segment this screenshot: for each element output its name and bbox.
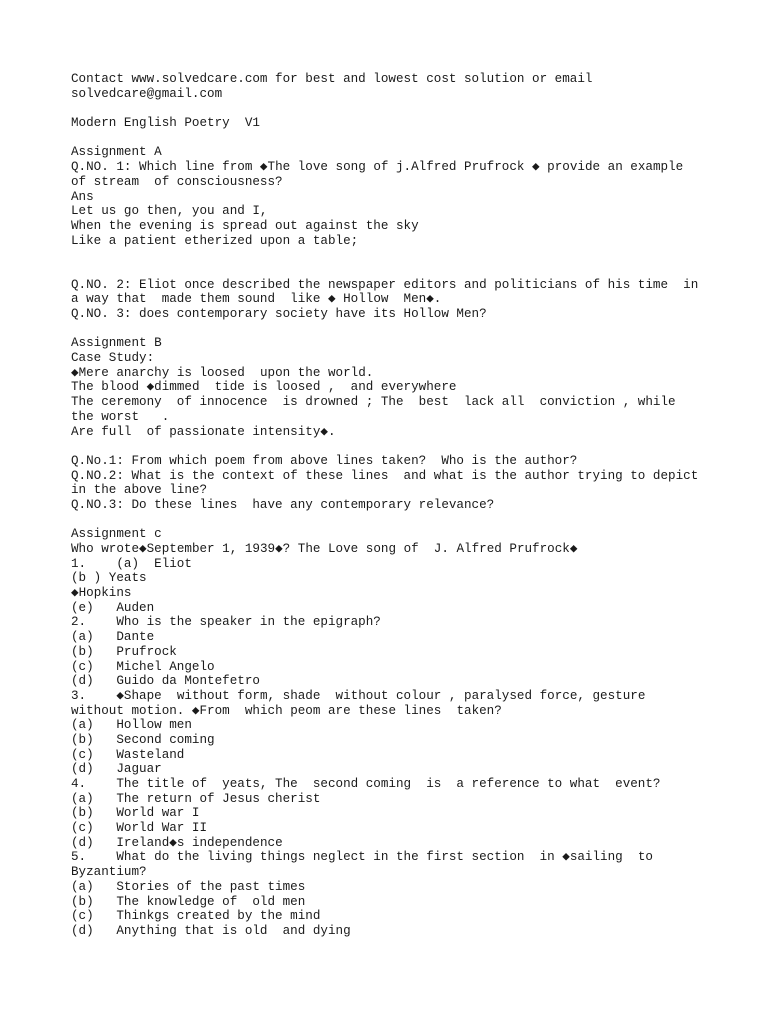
text-line: (b) The knowledge of old men: [71, 894, 306, 909]
text-line: (a) Dante: [71, 630, 155, 645]
text-line: the worst .: [71, 409, 170, 424]
text-line: (c) Michel Angelo: [71, 659, 215, 674]
blank-line: [71, 322, 751, 337]
text-line: 4. The title of yeats, The second coming is a reference to what event?: [71, 777, 661, 791]
blank-line: [71, 101, 751, 116]
text-line: (c) World War II: [71, 821, 208, 836]
text-line: (a) The return of Jesus cherist: [71, 791, 321, 806]
text-line: Assignment A: [71, 145, 162, 160]
document-page: [71, 72, 751, 939]
text-line: (c) Wasteland: [71, 747, 185, 762]
text-line: (d) Anything that is old and dying: [71, 923, 351, 938]
text-line: Q.No.1: From which poem from above lines taken? Who is the author?: [71, 453, 578, 468]
text-line: (c) Thinkgs created by the mind: [71, 909, 321, 924]
text-line: (b ) Yeats: [71, 571, 147, 586]
text-line: Q.NO. 3: does contemporary society have its Hollow Men?: [71, 307, 487, 321]
text-line: (b) Prufrock: [71, 644, 177, 659]
text-line: Contact www.solvedcare.com for best and lowest cost solution or email: [71, 72, 593, 86]
blank-line: [71, 513, 751, 528]
text-line: Byzantium?: [71, 865, 147, 880]
text-line: Modern English Poetry V1: [71, 116, 260, 131]
text-line: The ceremony of innocence is drowned ; The best lack all conviction , while: [71, 395, 676, 410]
text-line: 3. ◆Shape without form, shade without colour , paralysed force, gesture: [71, 688, 646, 703]
blank-line: [71, 131, 751, 146]
text-line: (b) World war I: [71, 806, 200, 821]
text-line: Q.NO. 1: Which line from ◆The love song of j.Alfred Prufrock ◆ provide an example: [71, 160, 684, 175]
text-line: solvedcare@gmail.com: [71, 86, 223, 101]
text-line: Assignment B: [71, 336, 162, 351]
text-line: Assignment c: [71, 527, 162, 542]
text-line: (e) Auden: [71, 600, 155, 615]
text-line: 5. What do the living things neglect in the first section in ◆sailing to: [71, 850, 653, 865]
text-line: without motion. ◆From which peom are these lines taken?: [71, 703, 502, 718]
text-line: Who wrote◆September 1, 1939◆? The Love song of J. Alfred Prufrock◆: [71, 542, 578, 556]
text-line: Are full of passionate intensity◆.: [71, 424, 336, 439]
blank-line: [71, 263, 751, 278]
text-line: Q.NO.2: What is the context of these lines and what is the author trying to depict: [71, 468, 699, 483]
text-line: Let us go then, you and I,: [71, 204, 268, 219]
text-line: Ans: [71, 189, 94, 204]
blank-line: [71, 248, 751, 263]
text-line: Case Study:: [71, 351, 155, 366]
text-line: of stream of consciousness?: [71, 174, 283, 189]
text-line: a way that made them sound like ◆ Hollow Men◆.: [71, 292, 442, 307]
text-line: (a) Hollow men: [71, 718, 192, 733]
text-line: (d) Jaguar: [71, 762, 162, 777]
text-line: (a) Stories of the past times: [71, 879, 306, 894]
text-line: The blood ◆dimmed tide is loosed , and everywhere: [71, 380, 457, 395]
text-line: Q.NO.3: Do these lines have any contemporary relevance?: [71, 497, 495, 512]
blank-line: [71, 439, 751, 454]
text-line: 1. (a) Eliot: [71, 556, 192, 571]
text-line: ◆Mere anarchy is loosed upon the world.: [71, 365, 374, 380]
text-line: 2. Who is the speaker in the epigraph?: [71, 615, 381, 630]
text-line: (b) Second coming: [71, 732, 215, 747]
text-line: When the evening is spread out against the sky: [71, 218, 419, 233]
text-line: (d) Guido da Montefetro: [71, 674, 260, 689]
text-line: Like a patient etherized upon a table;: [71, 233, 359, 248]
text-line: in the above line?: [71, 483, 208, 498]
text-line: ◆Hopkins: [71, 586, 132, 601]
text-line: (d) Ireland◆s independence: [71, 835, 283, 850]
text-line: Q.NO. 2: Eliot once described the newspaper editors and politicians of his time in: [71, 277, 699, 292]
